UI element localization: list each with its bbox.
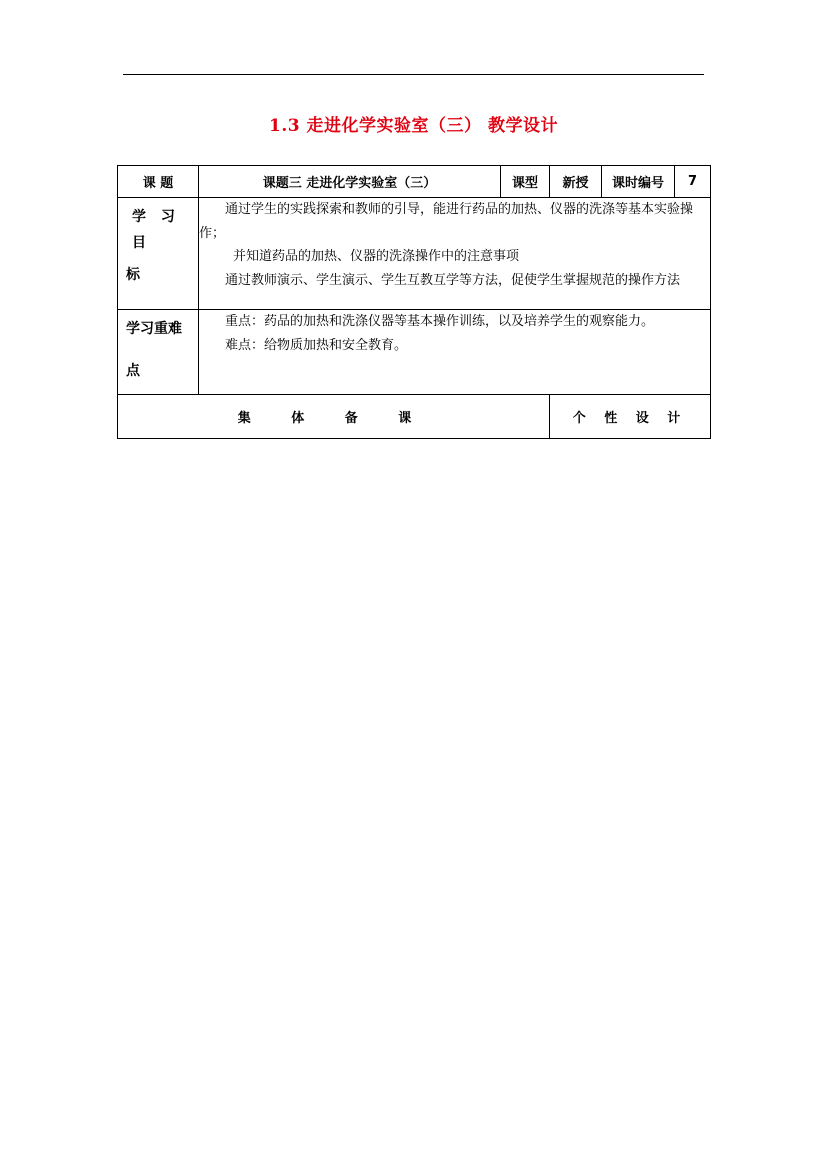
keypoints-label bbox=[118, 310, 199, 395]
keypoint-item: 重点：药品的加热和洗涤仪器等基本操作训练，以及培养学生的观察能力。 bbox=[225, 314, 655, 329]
keypoints-label-line1: 学习重难 bbox=[126, 321, 182, 337]
type-label: 课型 bbox=[501, 166, 550, 198]
collective-prep-header: 集 体 备 课 bbox=[118, 395, 550, 439]
keypoints-label-line2: 点 bbox=[126, 363, 140, 379]
goals-content bbox=[199, 198, 711, 310]
goals-label-line1: 学 习 目 bbox=[132, 209, 180, 251]
table-row-goals bbox=[118, 198, 711, 310]
goal-item: 通过教师演示、学生演示、学生互教互学等方法，促使学生掌握规范的操作方法 bbox=[225, 272, 681, 288]
period-label: 课时编号 bbox=[602, 166, 675, 198]
goals-label bbox=[118, 198, 199, 310]
topic-label: 课 题 bbox=[118, 166, 199, 198]
document-title: 1.3 走进化学实验室（三） 教学设计 bbox=[269, 116, 558, 136]
goal-item: 并知道药品的加热、仪器的洗涤操作中的注意事项 bbox=[233, 249, 520, 264]
personal-design-header: 个 性 设 计 bbox=[550, 395, 711, 439]
keypoints-content bbox=[199, 310, 711, 395]
type-value: 新授 bbox=[550, 166, 602, 198]
table-row-footer bbox=[118, 395, 711, 439]
period-value: 7 bbox=[675, 166, 711, 198]
goals-label-line2: 标 bbox=[126, 267, 140, 283]
goal-item: 通过学生的实践探索和教师的引导，能进行药品的加热、仪器的洗涤等基本实验操作； bbox=[199, 202, 694, 241]
topic-value: 课题三 走进化学实验室（三） bbox=[199, 166, 501, 198]
lesson-plan-table bbox=[117, 165, 711, 439]
keypoint-item: 难点：给物质加热和安全教育。 bbox=[225, 337, 408, 353]
table-row-topic bbox=[118, 166, 711, 198]
header-rule bbox=[123, 74, 704, 75]
table-row-keypoints bbox=[118, 310, 711, 395]
